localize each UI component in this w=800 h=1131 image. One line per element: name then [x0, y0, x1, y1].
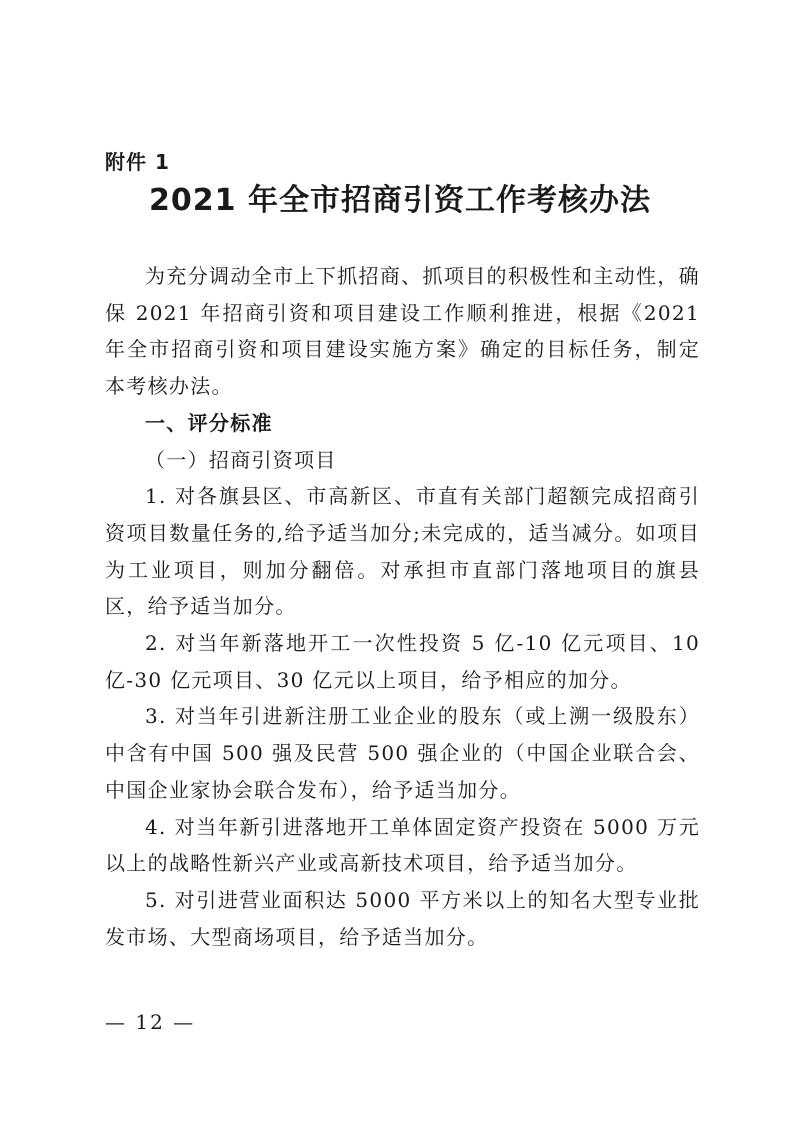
scoring-item-3: 3. 对当年引进新注册工业企业的股东（或上溯一级股东）中含有中国 500 强及民营 500 强企业的（中国企业联合会、中国企业家协会联合发布），给予适当加分。 — [105, 704, 700, 802]
section-heading: 一、评分标准 — [145, 410, 273, 435]
scoring-item-5: 5. 对引进营业面积达 5000 平方米以上的知名大型专业批发市场、大型商场项目，给予适当加分。 — [105, 887, 700, 949]
page-number: — 12 — — [105, 1010, 196, 1034]
intro-paragraph: 为充分调动全市上下抓招商、抓项目的积极性和主动性，确保 2021 年招商引资和项目建设工作顺利推进，根据《2021 年全市招商引资和项目建设实施方案》确定的目标任务，制定本考核办法。 — [105, 264, 700, 399]
scoring-item-2: 2. 对当年新落地开工一次性投资 5 亿-10 亿元项目、10 亿-30 亿元项目、30 亿元以上项目，给予相应的加分。 — [105, 631, 700, 692]
scoring-item-4: 4. 对当年新引进落地开工单体固定资产投资在 5000 万元以上的战略性新兴产业或高新技术项目，给予适当加分。 — [105, 814, 700, 876]
document-body — [105, 258, 700, 955]
attachment-label: 附件 1 — [105, 150, 170, 174]
document-title: 2021 年全市招商引资工作考核办法 — [149, 183, 651, 218]
scoring-item-1: 1. 对各旗县区、市高新区、市直有关部门超额完成招商引资项目数量任务的,给予适当加分;未完成的，适当减分。如项目为工业项目，则加分翻倍。对承担市直部门落地项目的旗县区，给予适当加分。 — [105, 484, 700, 619]
subsection-heading: （一）招商引资项目 — [145, 447, 337, 472]
